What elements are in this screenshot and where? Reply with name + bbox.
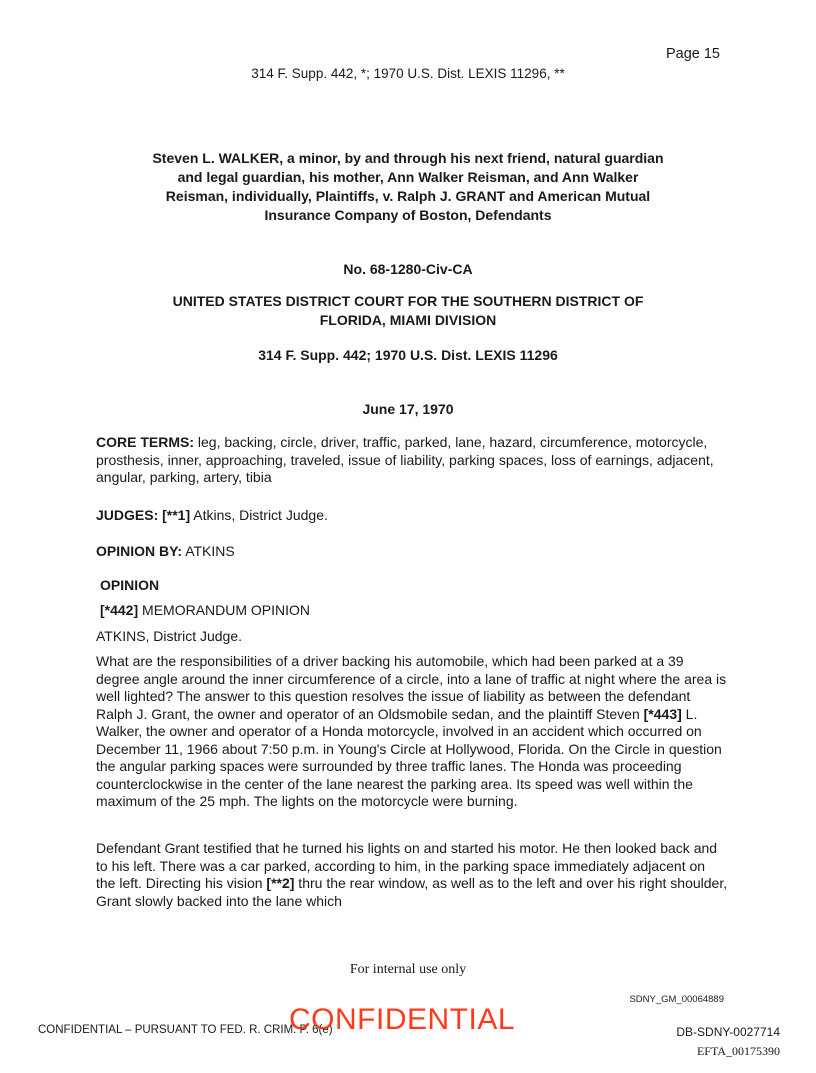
court-name: UNITED STATES DISTRICT COURT FOR THE SOUTHERN DISTRICT OF FLORIDA, MIAMI DIVISION: [172, 293, 644, 328]
confidential-notice: CONFIDENTIAL – PURSUANT TO FED. R. CRIM. P. 6(e): [38, 1024, 333, 1036]
opinion-paragraph-2: [96, 840, 728, 910]
core-terms-label: CORE TERMS:: [96, 434, 194, 450]
reporter-citation: 314 F. Supp. 442; 1970 U.S. Dist. LEXIS 11296: [258, 347, 558, 363]
core-terms: [96, 434, 728, 487]
bates-number-gm: SDNY_GM_00064889: [629, 994, 724, 1005]
case-caption: Steven L. WALKER, a minor, by and through his next friend, natural guardian and legal guardian, his mother, Ann Walker Reisman, and Ann Walker Reisman, individually, Plaintiffs, v. Ralph J. GRANT and American Mutual Insurance Company of Boston, Defendants: [152, 150, 664, 223]
judges-page-marker: [**1]: [162, 507, 191, 523]
opinion-by-line: [96, 543, 728, 561]
page-number: Page 15: [665, 46, 720, 62]
para1-text-b: L. Walker, the owner and operator of a Honda motorcycle, involved in an accident which occurred on December 11, 1966 about 7:50 p.m. in Young's Circle at Hollywood, Florida. On the Circle in question the angular parking spaces were surrounded by three traffic lanes. The Honda was proceeding counterclockwise in the center of the lane nearest the parking area. Its speed was well within the maximum of the 25 mph. The lights on the motorcycle were burning.: [96, 705, 722, 809]
memo-title: MEMORANDUM OPINION: [142, 602, 311, 618]
internal-use-note: For internal use only: [349, 962, 467, 977]
memorandum-title-line: [100, 602, 310, 618]
opinion-judge-line: ATKINS, District Judge.: [96, 628, 243, 644]
opinion-by-label: OPINION BY:: [96, 543, 183, 559]
memo-page-marker: [*442]: [100, 602, 139, 618]
running-citation-header: 314 F. Supp. 442, *; 1970 U.S. Dist. LEXIS 11296, **: [251, 66, 565, 81]
confidential-stamp: CONFIDENTIAL: [289, 1003, 516, 1036]
opinion-paragraph-1: [96, 653, 728, 811]
decision-date: June 17, 1970: [362, 401, 454, 417]
judges-label: JUDGES:: [96, 507, 159, 523]
efta-number: EFTA_00175390: [696, 1044, 780, 1058]
judges-line: [96, 507, 728, 525]
para2-page-marker: [**2]: [266, 875, 295, 891]
para2-text-a: Defendant Grant testified that he turned his lights on and started his motor. He then looked back and to his left. There was a car parked, according to him, in the parking space immediately adjacent on the left. Directing his vision: [96, 840, 718, 891]
judges-text: Atkins, District Judge.: [193, 507, 328, 523]
para1-page-marker: [*443]: [643, 705, 682, 722]
bates-number-db: DB-SDNY-0027714: [676, 1025, 780, 1039]
core-terms-text: leg, backing, circle, driver, traffic, parked, lane, hazard, circumference, motorcycle, prosthesis, inner, approaching, traveled, issue of liability, parking spaces, loss of earnings, adjacent, angular, parking, artery, tibia: [96, 434, 714, 485]
opinion-by-author: ATKINS: [185, 543, 235, 559]
docket-number: No. 68-1280-Civ-CA: [343, 261, 473, 277]
para1-text-a: What are the responsibilities of a driver backing his automobile, which had been parked at a 39 degree angle around the inner circumference of a circle, into a lane of traffic at night where the area is well lighted? The answer to this question resolves the issue of liability as between the defendant Ralph J. Grant, the owner and operator of an Oldsmobile sedan, and the plaintiff Steven: [96, 653, 727, 722]
para2-text-b: thru the rear window, as well as to the left and over his right shoulder, Grant slowly backed into the lane which: [96, 875, 728, 909]
opinion-heading: OPINION: [100, 577, 160, 593]
